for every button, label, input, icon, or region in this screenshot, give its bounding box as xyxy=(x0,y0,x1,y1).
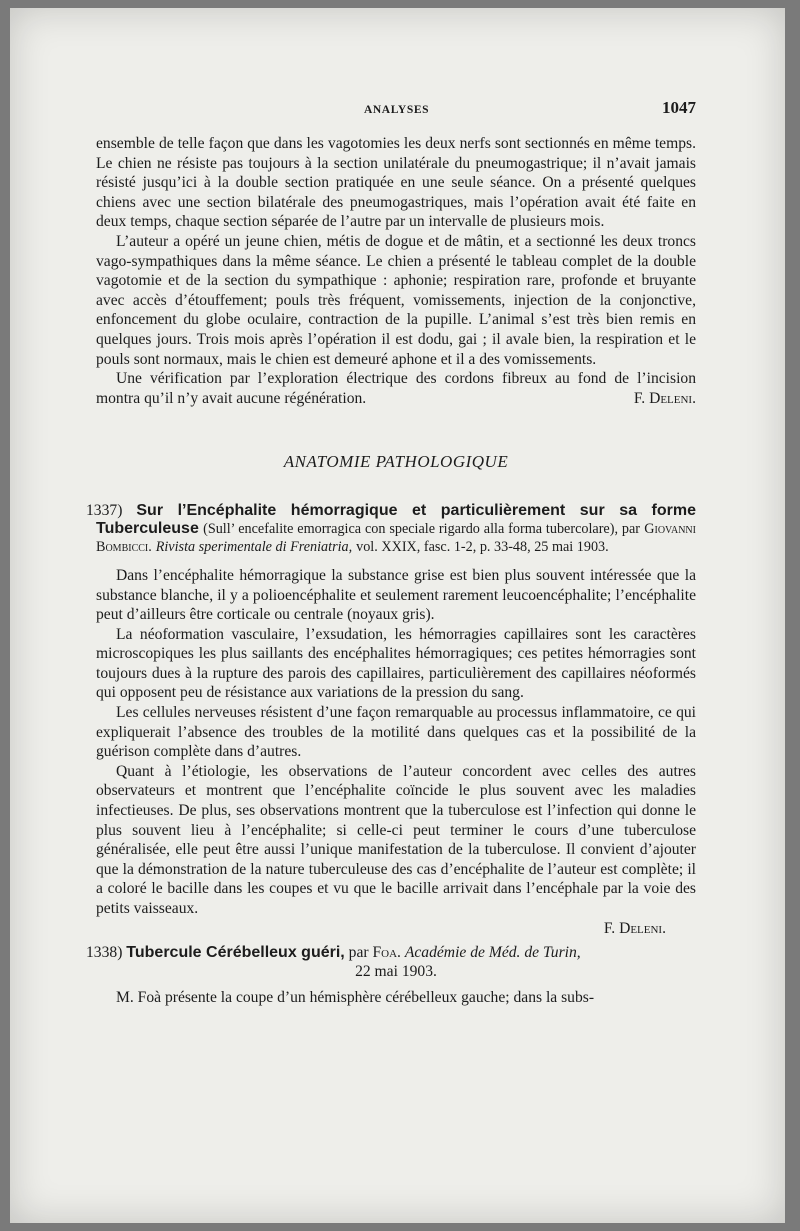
paragraph xyxy=(96,369,696,408)
entry-journal: Rivista sperimentale di Freniatria, xyxy=(155,538,353,555)
paragraph: La néoformation vasculaire, l’exsudation, les hémorragies capillaires sont les caractères microscopiques les plus saillants des encéphalites hémorragiques; ces petites hémorragies sont toujours dues à la rupture des parois des capillaires, particulièrement des capillaires néoformés qui opposent peu de résistance aux variations de la pression du sang. xyxy=(96,625,696,702)
entry-title: Tubercule Cérébelleux guéri, xyxy=(126,944,345,962)
signature: F. Deleni. xyxy=(603,919,666,937)
paragraph: M. Foà présente la coupe d’un hémisphère cérébelleux gauche; dans la subs- xyxy=(116,988,595,1006)
paragraph: ensemble de telle façon que dans les vagotomies les deux nerfs sont sectionnés en même temps. Le chien ne résiste pas toujours à la section unilatérale du pneumogastrique; il n’avait jamais résisté jusqu’ici à la double section pratiquée en une seule séance. On a présenté quelques chiens avec une section bilatérale des pneumogastriques, mais l’opération avait été faite en deux temps, chaque section séparée de l’autre par un intervalle de plusieurs mois. xyxy=(96,135,696,231)
entry-author: Giovanni Bombicci. xyxy=(96,520,696,555)
text-column xyxy=(86,98,696,1007)
entry-subtitle: (Sull’ encefalite emorragica con speciale rigardo alla forma tubercolare), par xyxy=(203,520,640,537)
signature: F. Deleni. xyxy=(633,389,696,407)
book-page xyxy=(10,8,785,1223)
entry-details: vol. XXIX, fasc. 1-2, p. 33-48, 25 mai 1903. xyxy=(356,538,609,555)
entry-journal: Académie de Méd. de Turin, xyxy=(404,944,581,962)
running-header xyxy=(96,98,696,120)
paragraph: Quant à l’étiologie, les observations de l’auteur concordent avec celles des autres observateurs et montrent que l’encéphalite coïncide le plus souvent avec les maladies infectieuses. De plus, ses observations montrent que la tuberculose est l’infection qui donne le plus souvent lieu à l’encéphalite; si celle-ci peut terminer le cours d’une tuberculose généralisée, elle peut être aussi l’unique manifestation de la tuberculose. Il convient d’ajouter que la démonstration de la nature tuberculeuse des cas d’encéphalite de l’auteur est complète; il a coloré le bacille dans les coupes et vu que le bacille arrivait dans l’encéphale par la voie des petits vaisseaux. xyxy=(96,762,696,917)
entry-by: par xyxy=(348,944,369,962)
entry-1338-heading xyxy=(86,944,696,962)
page-number: 1047 xyxy=(662,98,696,117)
entry-number: 1337) xyxy=(86,501,123,519)
entry-date: 22 mai 1903. xyxy=(355,963,437,981)
entry-title: Sur l’Encéphalite hémorragique et particulièrement sur sa forme Tuberculeuse xyxy=(96,501,696,537)
paragraph: L’auteur a opéré un jeune chien, métis de dogue et de mâtin, et a sectionné les deux troncs vago-sympathiques dans la même séance. Le chien a présenté le tableau complet de la double vagotomie et de la section du sympathique : aphonie; respiration rare, profonde et bruyante avec accès d’étouffement; pouls très fréquent, vomissements, injection de la conjonctive, enfoncement du globe oculaire, contraction de la pupille. L’animal s’est très bien remis en quelques jours. Trois mois après l’opération il est dodu, gai ; il avale bien, la respiration et le pouls sont normaux, mais le chien est demeuré aphone et il a des vomissements. xyxy=(96,232,696,368)
entry-number: 1338) xyxy=(86,944,123,962)
entry-1337-heading xyxy=(86,501,696,556)
paragraph: Dans l’encéphalite hémorragique la substance grise est bien plus souvent intéressée que la substance blanche, il y a polioencéphalite et seulement rarement leucoencéphalite; l’encéphalite peut d’ailleurs être corticale ou centrale (noyaux gris). xyxy=(96,566,696,624)
paragraph: Les cellules nerveuses résistent d’une façon remarquable au processus inflammatoire, ce qui expliquerait l’absence des troubles de la motilité dans quelques cas et la possibilité de la guérison complète dans d’autres. xyxy=(96,704,696,761)
paragraph-text: Une vérification par l’exploration électrique des cordons fibreux au fond de l’incision montra qu’il n’y avait aucune régénération. xyxy=(96,370,696,407)
entry-author: Foa. xyxy=(372,944,401,962)
section-heading: ANATOMIE PATHOLOGIQUE xyxy=(283,452,509,472)
running-title: ANALYSES xyxy=(364,104,430,116)
